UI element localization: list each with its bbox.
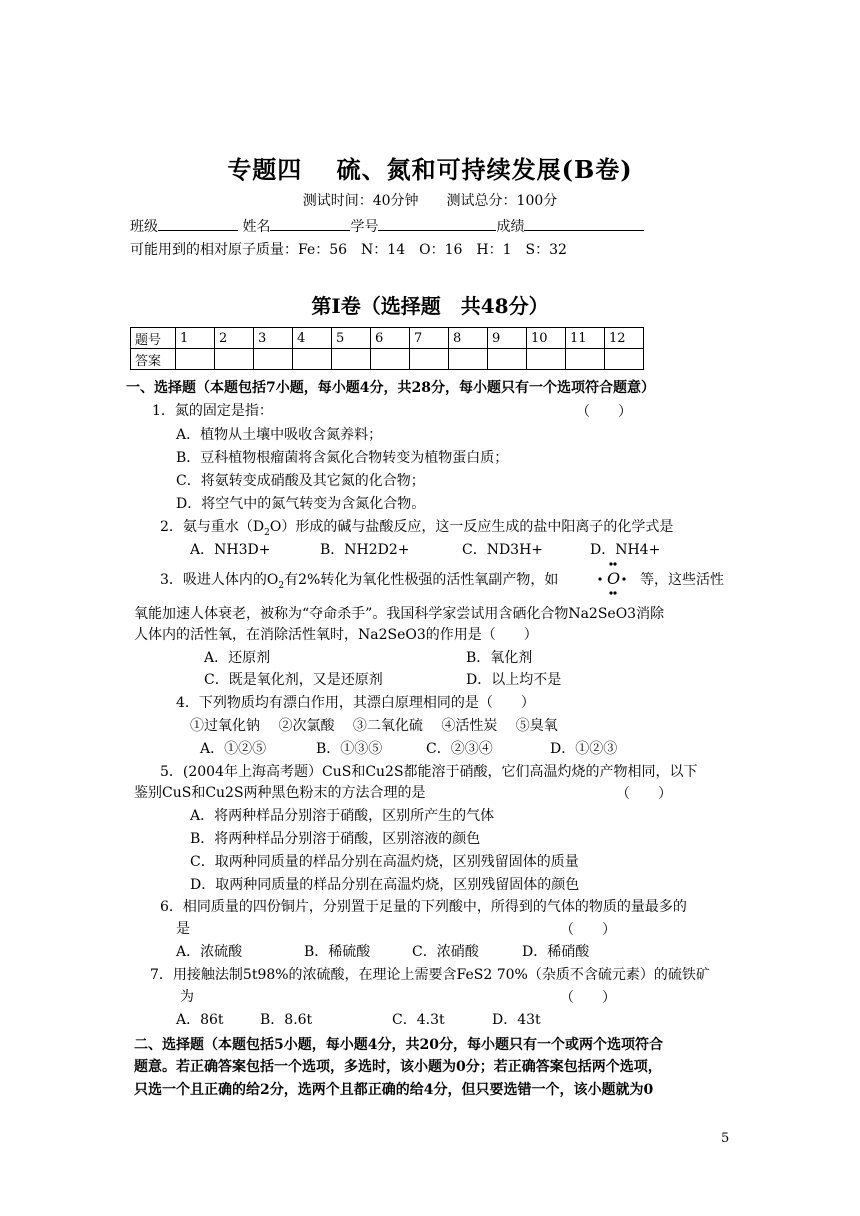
table-cell-number: 7	[410, 328, 449, 349]
q6-option-a: A．浓硫酸	[176, 944, 243, 960]
q2-stem-subscript: 2	[264, 527, 270, 538]
student-info-line	[130, 216, 644, 237]
q2-stem	[160, 517, 673, 543]
q1-option-b: B．豆科植物根瘤菌将含氮化合物转变为植物蛋白质；	[176, 450, 509, 466]
answer-cell[interactable]	[293, 349, 332, 370]
q7-option-a: A．86t	[176, 1012, 224, 1028]
q7-answer-paren[interactable]: （ ）	[560, 990, 616, 1006]
q3-stem-part: 3．吸进人体内的O	[160, 572, 279, 588]
table-cell-number: 3	[254, 328, 293, 349]
page-title: 专题四 硫、氮和可持续发展(B卷)	[227, 155, 633, 184]
answer-table	[130, 327, 644, 370]
q6-option-d: D．稀硝酸	[522, 944, 590, 960]
q4-stem: 4．下列物质均有漂白作用，其漂白原理相同的是（ ）	[176, 695, 535, 711]
q3-line1-start	[160, 570, 558, 596]
answer-table-answer-row	[131, 349, 644, 370]
part2-heading-line: 只选一个且正确的给2分，选两个且都正确的给4分，但只要选错一个，该小题就为0	[134, 1082, 654, 1098]
table-cell-number: 12	[605, 328, 644, 349]
q7-option-c: C．4.3t	[392, 1012, 445, 1028]
part2-heading-line: 二、选择题（本题包括5小题，每小题4分，共20分，每小题只有一个或两个选项符合	[134, 1037, 663, 1053]
answer-cell[interactable]	[410, 349, 449, 370]
id-label: 学号	[350, 219, 379, 235]
q1-answer-paren[interactable]: （ ）	[576, 404, 632, 420]
table-cell-number: 2	[215, 328, 254, 349]
q7-option-d: D．43t	[492, 1012, 541, 1028]
answer-cell[interactable]	[488, 349, 527, 370]
table-row-label: 答案	[131, 349, 176, 370]
answer-cell[interactable]	[254, 349, 293, 370]
q2-option-c: C．ND3H+	[462, 542, 544, 558]
q4-option-d: D．①②③	[550, 741, 618, 757]
table-cell-number: 4	[293, 328, 332, 349]
radical-letter: O	[607, 569, 621, 588]
answer-cell[interactable]	[332, 349, 371, 370]
answer-cell[interactable]	[449, 349, 488, 370]
q2-option-a: A．NH3D+	[190, 542, 271, 558]
q5-option-b: B．将两种样品分别溶于硝酸，区别溶液的颜色	[190, 831, 481, 847]
answer-cell[interactable]	[176, 349, 215, 370]
q5-line1: 5．(2004年上海高考题）CuS和Cu2S都能溶于硝酸，它们高温灼烧的产物相同，以下	[160, 764, 698, 780]
q5-option-a: A．将两种样品分别溶于硝酸，区别所产生的气体	[190, 808, 495, 824]
part2-heading-line: 题意。若正确答案包括一个选项，多选时，该小题为0分；若正确答案包括两个选项，	[134, 1059, 662, 1075]
table-cell-number: 1	[176, 328, 215, 349]
answer-cell[interactable]	[605, 349, 644, 370]
id-blank[interactable]	[378, 216, 496, 231]
q3-line1-end: 等，这些活性	[640, 572, 724, 588]
q4-option-b: B．①③⑤	[316, 741, 383, 757]
q7-option-b: B．8.6t	[260, 1012, 313, 1028]
answer-cell[interactable]	[527, 349, 566, 370]
q1-option-d: D．将空气中的氮气转变为含氮化合物。	[176, 496, 426, 512]
table-cell-number: 9	[488, 328, 527, 349]
q6-line2: 是	[176, 921, 190, 937]
q5-option-d: D．取两种同质量的样品分别在高温灼烧，区别残留固体的颜色	[190, 877, 580, 893]
table-cell-number: 8	[449, 328, 488, 349]
name-blank[interactable]	[270, 216, 350, 231]
q4-option-c: C．②③④	[426, 741, 493, 757]
q5-answer-paren[interactable]: （ ）	[616, 786, 672, 802]
q1-stem: 1．氮的固定是指：	[152, 403, 273, 419]
answer-cell[interactable]	[566, 349, 605, 370]
q3-option-c: C．既是氧化剂，又是还原剂	[204, 672, 383, 688]
exam-info-time: 测试时间：40分钟 测试总分：100分	[302, 193, 558, 209]
q1-option-c: C．将氨转变成硝酸及其它氮的化合物；	[176, 473, 425, 489]
answer-cell[interactable]	[215, 349, 254, 370]
q4-items: ①过氧化钠 ②次氯酸 ③二氧化硫 ④活性炭 ⑤臭氧	[190, 718, 558, 734]
score-blank[interactable]	[524, 216, 644, 231]
superoxide-radical-symbol	[594, 560, 628, 596]
q2-stem-part: 2．氨与重水（D	[160, 519, 265, 535]
part1-heading: 一、选择题（本题包括7小题，每小题4分，共28分，每小题只有一个选项符合题意）	[126, 380, 655, 396]
q6-option-b: B．稀硫酸	[304, 944, 371, 960]
atomic-masses: 可能用到的相对原子质量：Fe：56 N：14 O：16 H：1 S：32	[130, 242, 567, 258]
q3-stem-subscript: 2	[278, 580, 285, 591]
q2-option-d: D．NH4+	[590, 542, 661, 558]
table-cell-number: 6	[371, 328, 410, 349]
table-cell-number: 10	[527, 328, 566, 349]
q7-line1: 7．用接触法制5t98%的浓硫酸，在理论上需要含FeS2 70%（杂质不含硫元素）的硫铁矿	[150, 967, 710, 983]
q4-option-a: A．①②⑤	[200, 741, 267, 757]
q2-option-b: B．NH2D2+	[320, 542, 410, 558]
table-cell-number: 5	[332, 328, 371, 349]
q3-option-d: D．以上均不是	[466, 672, 562, 688]
q5-option-c: C．取两种同质量的样品分别在高温灼烧，区别残留固体的质量	[190, 854, 579, 870]
q3-option-a: A．还原剂	[204, 650, 271, 666]
answer-table-header-row	[131, 328, 644, 349]
q3-option-b: B．氧化剂	[466, 650, 533, 666]
class-blank[interactable]	[158, 216, 238, 231]
q1-option-a: A．植物从土壤中吸收含氮养料；	[176, 427, 383, 443]
q3-stem-part: 有2%转化为氧化性极强的活性氧副产物，如	[284, 572, 559, 588]
section1-title: 第Ⅰ卷（选择题 共48分）	[311, 294, 549, 318]
name-label: 姓名	[242, 219, 271, 235]
table-row-label: 题号	[131, 328, 176, 349]
q6-option-c: C．浓硝酸	[412, 944, 479, 960]
q2-stem-part: O）形成的碱与盐酸反应，这一反应生成的盐中阳离子的化学式是	[269, 519, 674, 535]
score-label: 成绩	[496, 219, 525, 235]
class-label: 班级	[130, 219, 158, 235]
page-number: 5	[721, 1131, 730, 1146]
q7-line2: 为	[180, 989, 194, 1005]
q3-line3: 人体内的活性氧，在消除活性氧时，Na2SeO3的作用是（ ）	[134, 627, 538, 643]
q6-answer-paren[interactable]: （ ）	[560, 922, 616, 938]
answer-cell[interactable]	[371, 349, 410, 370]
q3-line2: 氧能加速人体衰老，被称为“夺命杀手”。我国科学家尝试用含硒化合物Na2SeO3消除	[134, 606, 665, 622]
q5-line2: 鉴别CuS和Cu2S两种黑色粉末的方法合理的是	[134, 785, 426, 801]
q6-line1: 6．相同质量的四份铜片，分别置于足量的下列酸中，所得到的气体的物质的量最多的	[160, 899, 687, 915]
table-cell-number: 11	[566, 328, 605, 349]
